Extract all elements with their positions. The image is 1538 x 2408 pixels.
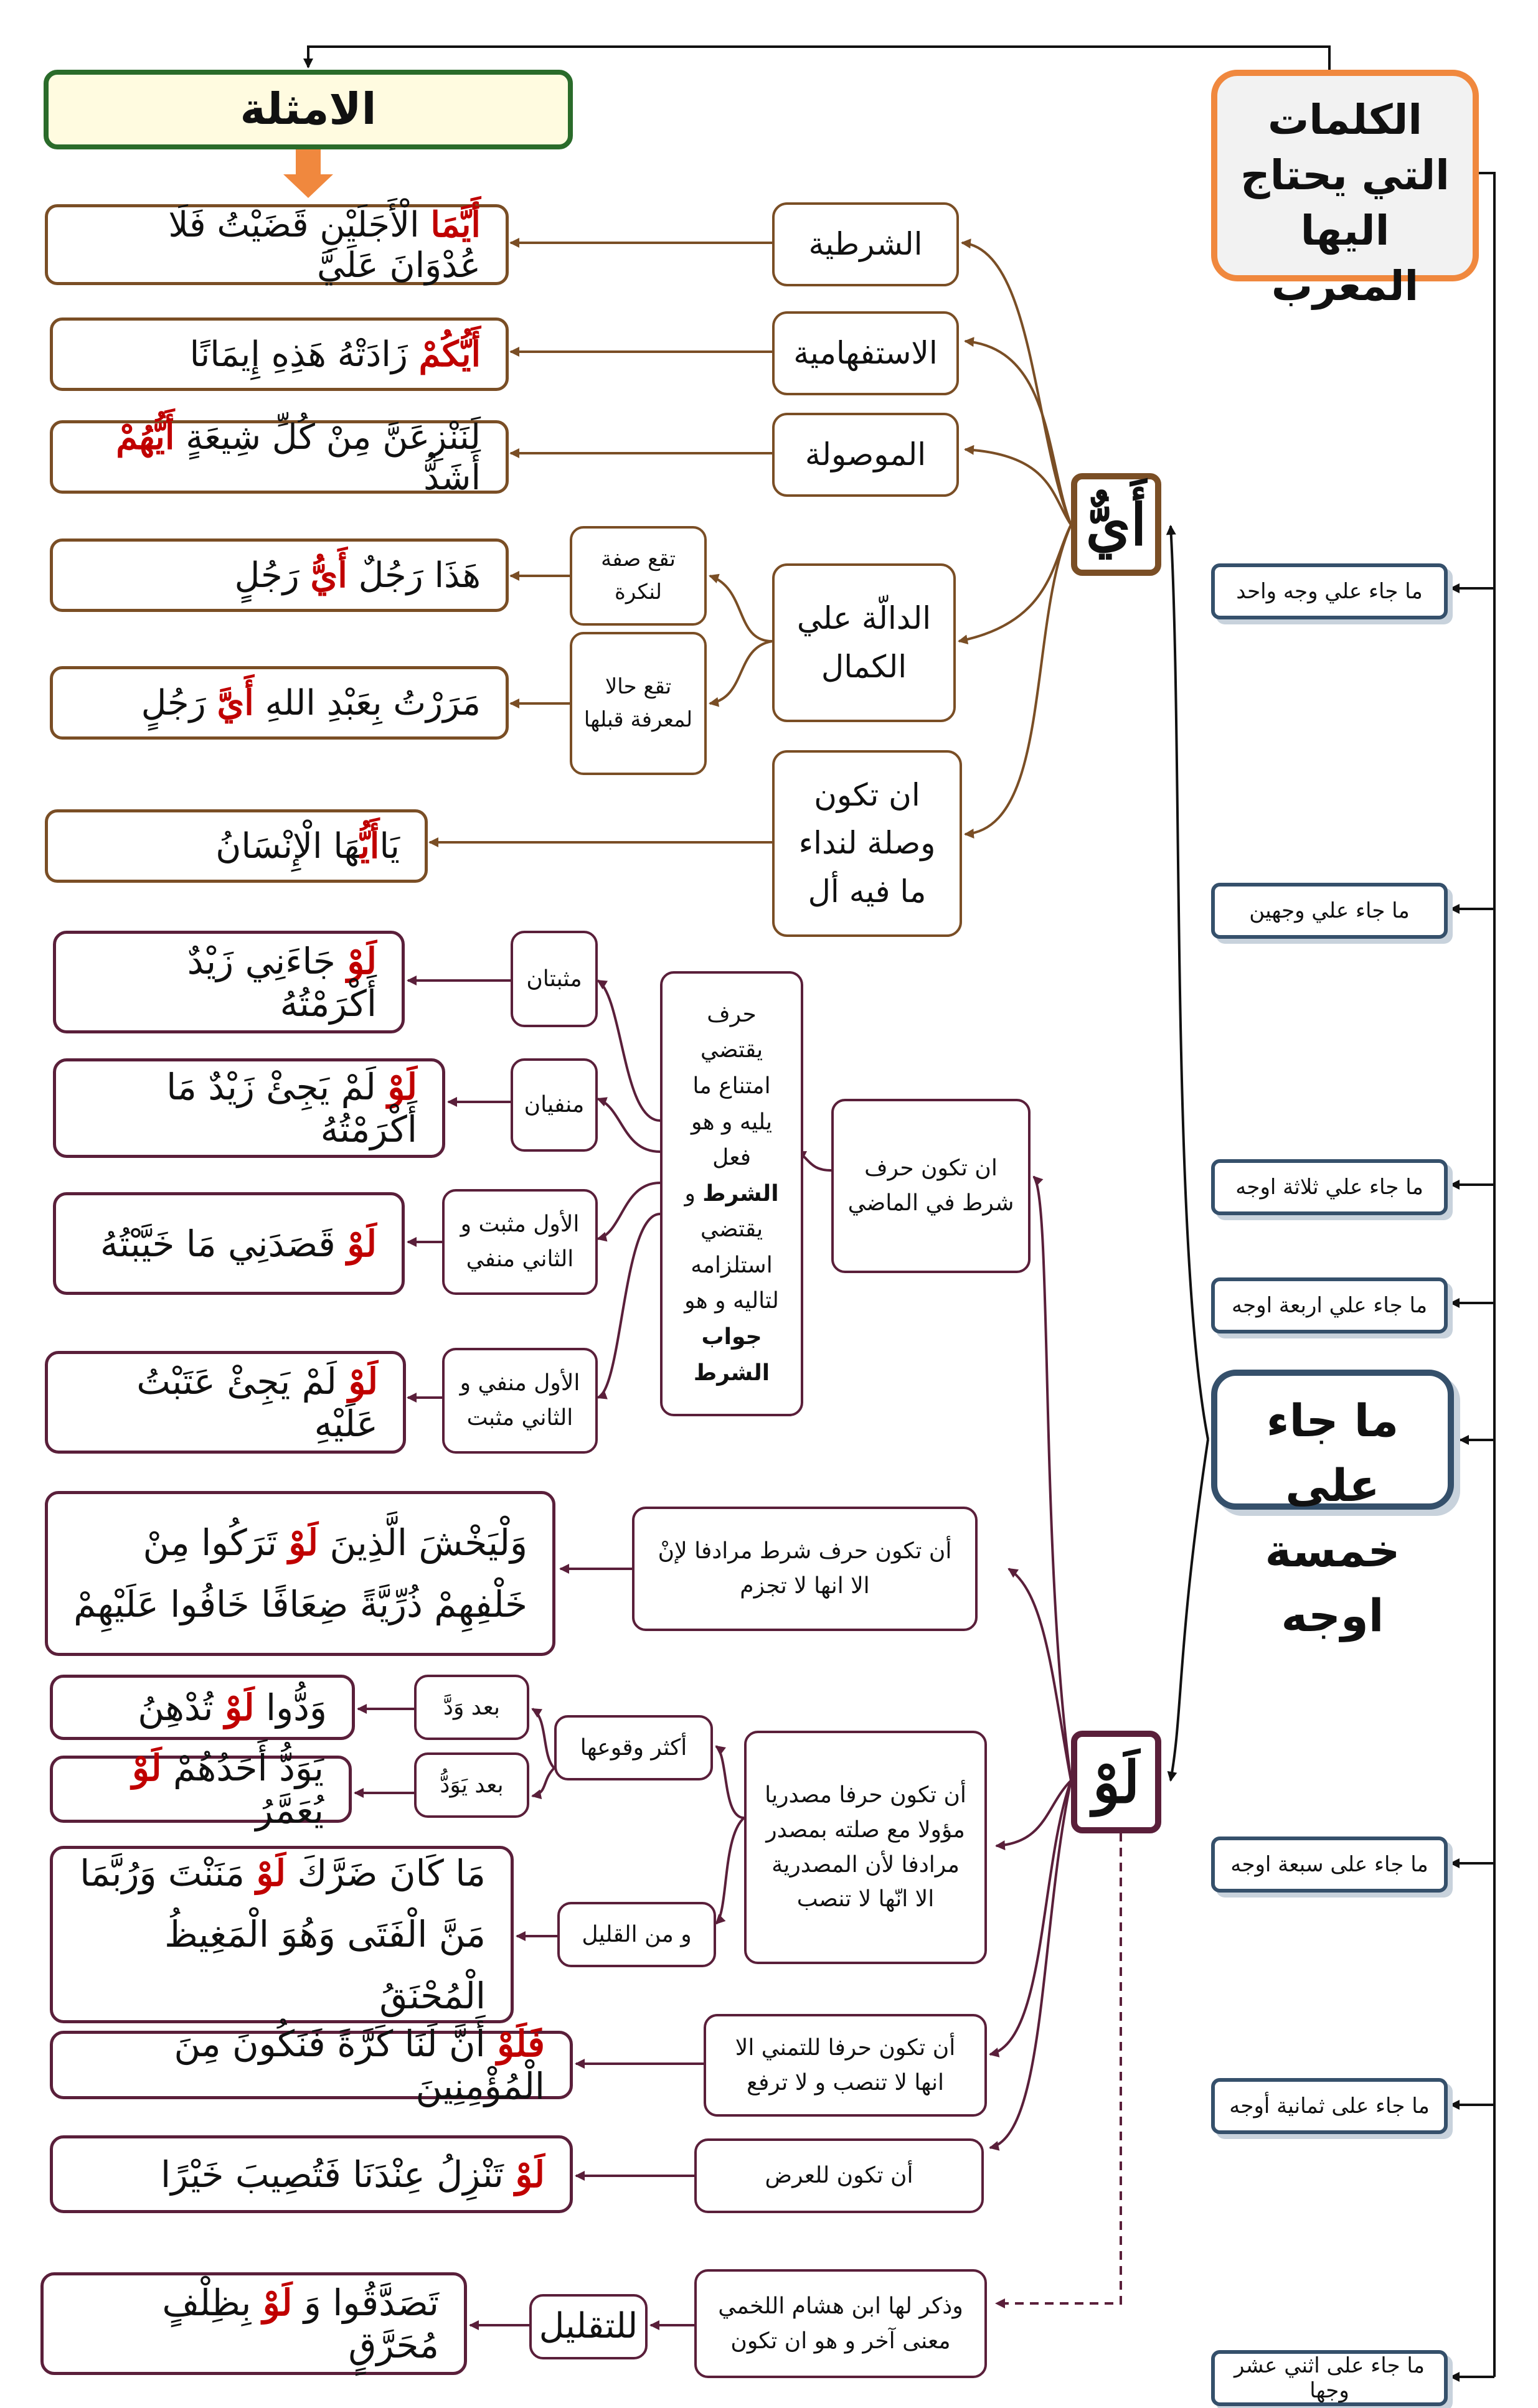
law-example-10: لَوْ تَنْزِلُ عِنْدَنَا فَتُصِيبَ خَيْرًا [50,2135,573,2213]
law-masdar-most-common: أكثر وقوعها [554,1715,713,1780]
law-example-9: فَلَوْ أَنَّ لَنَا كَرَّةً فَنَكُونَ مِنَ الْمُؤْمِنِينَ [50,2031,573,2099]
main-title-box [1211,70,1479,311]
category-two-faces: ما جاء علي وجهين [1211,883,1448,939]
word-law: لَوْ [1071,1731,1161,1833]
law-example-3: لَوْ قَصَدَنِي مَا خَيَّبْتُهُ [53,1192,405,1295]
law-type-past-condition: ان تكون حرف شرط في الماضي [831,1099,1031,1273]
ayyu-example-circumstantial: مَرَرْتُ بِعَبْدِ اللهِ أَيَّ رَجُلٍ [50,666,509,740]
examples-heading [44,70,573,149]
law-type-ibn-hisham: وذكر لها ابن هشام اللخمي معنى آخر و هو ان تكون [694,2269,987,2378]
ayyu-example-vocative: يَاأَيُّهَا الْإِنْسَانُ [45,809,428,883]
law-example-7: يَوَدُّ أَحَدُهُمْ لَوْ يُعَمَّرُ [50,1756,352,1823]
category-eight-faces: ما جاء على ثمانية أوجه [1211,2078,1448,2134]
ayyu-sub-circumstantial: تقع حالا لمعرفة قبلها [570,632,707,775]
law-example-1: لَوْ جَاءَنِي زَيْدٌ أَكْرَمْتُهُ [53,931,405,1033]
ayyu-example-interrogative: أَيُّكُمْ زَادَتْهُ هَذِهِ إِيمَانًا [50,317,509,391]
word-ayyu: أَيٌّ [1071,473,1161,576]
law-masdar-rare: و من القليل [557,1902,716,1967]
law-example-4: لَوْ لَمْ يَجِئْ عَتَبْتُ عَلَيْهِ [45,1351,406,1454]
ayyu-example-conditional: أَيَّمَا الْأَجَلَيْنِ قَضَيْتُ فَلَا عُدْوَانَ عَلَيَّ [45,204,509,285]
law-case-both-negated: منفيان [511,1058,598,1152]
ayyu-type-perfection: الدالّة علي الكمال [772,563,956,722]
examples-title: الامثلة [240,83,377,134]
law-type-offer: أن تكون للعرض [694,2138,984,2213]
ayyu-type-conditional: الشرطية [772,202,959,286]
law-taqlil: للتقليل [529,2294,648,2359]
law-case-affirmed-negated: الأول مثبت و الثاني منفي [442,1189,598,1295]
ayyu-example-adjective: هَذَا رَجُلٌ أَيُّ رَجُلٍ [50,539,509,612]
main-title: الكلمات التي يحتاج اليها المعرب [1240,96,1450,311]
ayyu-type-relative: الموصولة [772,413,959,497]
law-type-masdar: أن تكون حرفا مصدريا مؤولا مع صلته بمصدر مرادفا لأن المصدرية الا انّها لا تنصب [744,1731,987,1964]
law-example-5: وَلْيَخْشَ الَّذِينَ لَوْ تَرَكُوا مِنْ خَلْفِهِمْ ذُرِّيَّةً ضِعَافًا خَافُوا عَلَيْهِمْ [45,1491,555,1656]
law-example-8: مَا كَانَ ضَرَّكَ لَوْ مَنَنْتَ وَرُبَّمَا مَنَّ الْفَتَى وَهُوَ الْمَغِيظُ الْمُحْنَقُ [50,1846,514,2023]
category-seven-faces: ما جاء على سبعة اوجه [1211,1837,1448,1893]
law-case-negated-affirmed: الأول منفي و الثاني مثبت [442,1348,598,1454]
category-one-face: ما جاء علي وجه واحد [1211,563,1448,619]
law-definition: حرف يقتضي امتناع ما يليه و هو فعل الشرط و يقتضي استلزامه لتاليه و هو جواب الشرط [660,971,803,1416]
category-three-faces: ما جاء علي ثلاثة اوجه [1211,1159,1448,1215]
law-case-both-affirmed: مثبتان [511,931,598,1027]
ayyu-type-interrogative: الاستفهامية [772,311,959,395]
law-type-conditional-in: أن تكون حرف شرط مرادفا لإنْ الا انها لا تجزم [632,1507,978,1631]
category-five-faces: ما جاء على خمسة اوجه [1211,1370,1454,1510]
ayyu-type-vocative-link: ان تكون وصلة لنداء ما فيه أل [772,750,962,937]
ayyu-sub-adjective: تقع صفة لنكرة [570,526,707,626]
ayyu-example-relative: لَنَنْزِعَنَّ مِنْ كُلِّ شِيعَةٍ أَيُّهُمْ أَشَدُّ [50,420,509,494]
category-four-faces: ما جاء علي اربعة اوجه [1211,1277,1448,1333]
law-example-6: وَدُّوا لَوْ تُدْهِنُ [50,1675,355,1740]
law-after-wadda: بعد وَدَّ [414,1675,529,1740]
law-type-wish: أن تكون حرفا للتمني الا انها لا تنصب و لا ترفع [704,2014,987,2117]
law-after-yawaddu: بعد يَوَدُّ [414,1752,529,1818]
law-example-2: لَوْ لَمْ يَجِئْ زَيْدٌ مَا أَكْرَمْتُهُ [53,1058,445,1158]
law-example-11: تَصَدَّقُوا وَ لَوْ بِظِلْفٍ مُحَرَّقٍ [40,2272,467,2375]
category-twelve-faces: ما جاء على اثني عشر وجها [1211,2350,1448,2406]
